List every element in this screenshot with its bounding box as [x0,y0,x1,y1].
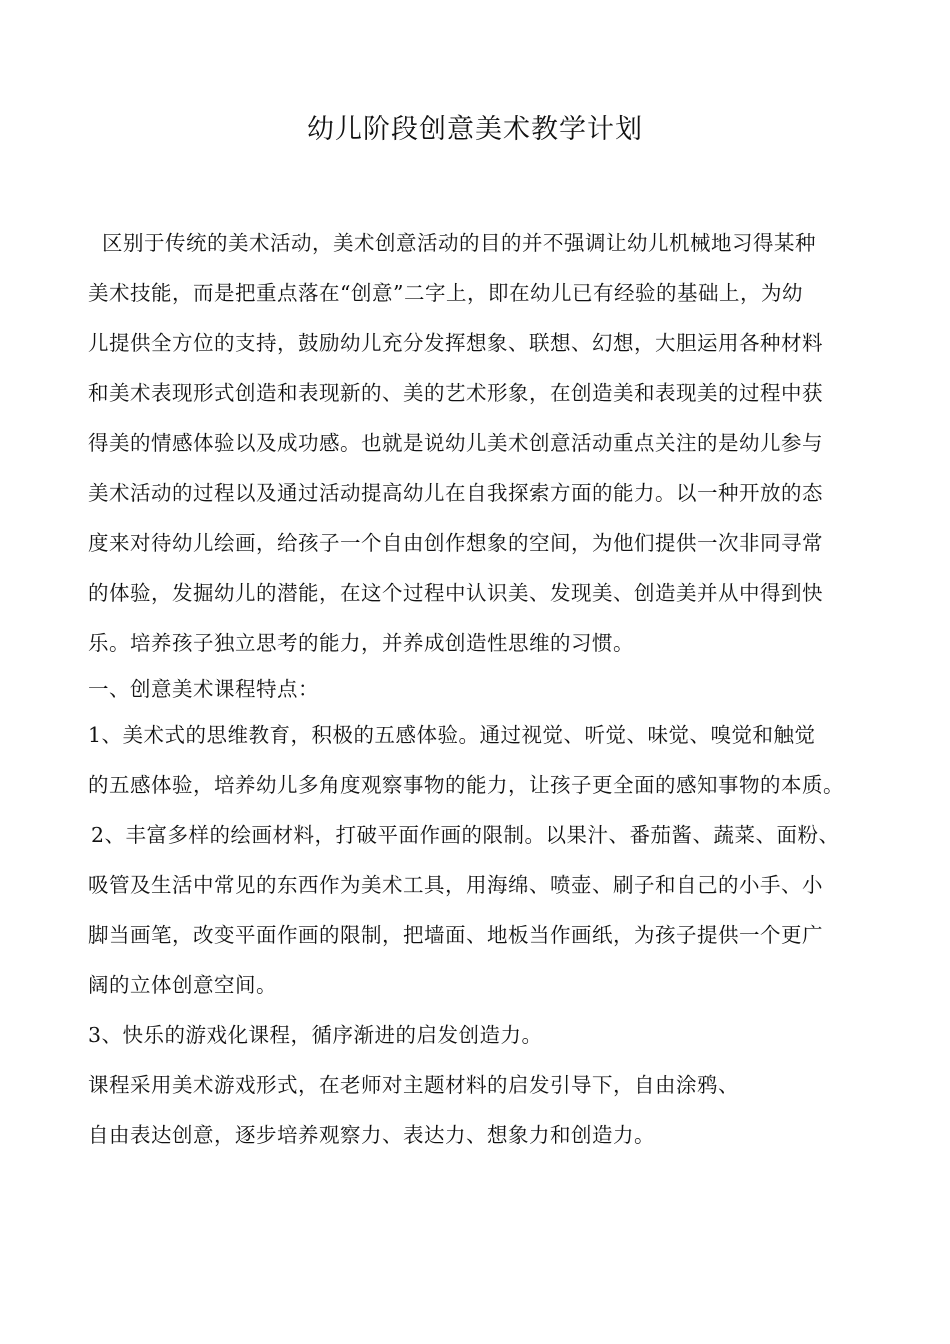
intro-line: 区别于传统的美术活动，美术创意活动的目的并不强调让幼儿机械地习得某种 [102,231,816,255]
intro-line: 乐。培养孩子独立思考的能力，并养成创造性思维的习惯。 [88,631,634,655]
point1-line: 的五感体验，培养幼儿多角度观察事物的能力，让孩子更全面的感知事物的本质。 [88,773,844,797]
document-body [88,218,868,1160]
point3-line: 3、快乐的游戏化课程，循序渐进的启发创造力。 [88,1023,543,1047]
section-heading: 一、创意美术课程特点： [88,677,319,701]
point2-line: 阔的立体创意空间。 [88,973,277,997]
point2-line: 2、丰富多样的绘画材料，打破平面作画的限制。以果汁、番茄酱、蔬菜、面粉、 [91,823,840,847]
closing-line: 课程采用美术游戏形式，在老师对主题材料的启发引导下，自由涂鸦、 [88,1073,739,1097]
intro-line: 儿提供全方位的支持，鼓励幼儿充分发挥想象、联想、幻想，大胆运用各种材料 [88,331,823,355]
point2-line: 脚当画笔，改变平面作画的限制，把墙面、地板当作画纸，为孩子提供一个更广 [88,923,823,947]
closing-line: 自由表达创意，逐步培养观察力、表达力、想象力和创造力。 [88,1123,655,1147]
point1-line: 1、美术式的思维教育，积极的五感体验。通过视觉、听觉、味觉、嗅觉和触觉 [88,723,816,747]
document-title: 幼儿阶段创意美术教学计划 [307,114,643,145]
intro-line: 的体验，发掘幼儿的潜能，在这个过程中认识美、发现美、创造美并从中得到快 [88,581,823,605]
point2-line: 吸管及生活中常见的东西作为美术工具，用海绵、喷壶、刷子和自己的小手、小 [88,873,823,897]
intro-line: 美术技能，而是把重点落在“创意”二字上，即在幼儿已有经验的基础上，为幼 [88,281,803,305]
intro-line: 美术活动的过程以及通过活动提高幼儿在自我探索方面的能力。以一种开放的态 [88,481,823,505]
intro-line: 得美的情感体验以及成功感。也就是说幼儿美术创意活动重点关注的是幼儿参与 [88,431,823,455]
intro-line: 和美术表现形式创造和表现新的、美的艺术形象，在创造美和表现美的过程中获 [88,381,823,405]
intro-line: 度来对待幼儿绘画，给孩子一个自由创作想象的空间，为他们提供一次非同寻常 [88,531,823,555]
